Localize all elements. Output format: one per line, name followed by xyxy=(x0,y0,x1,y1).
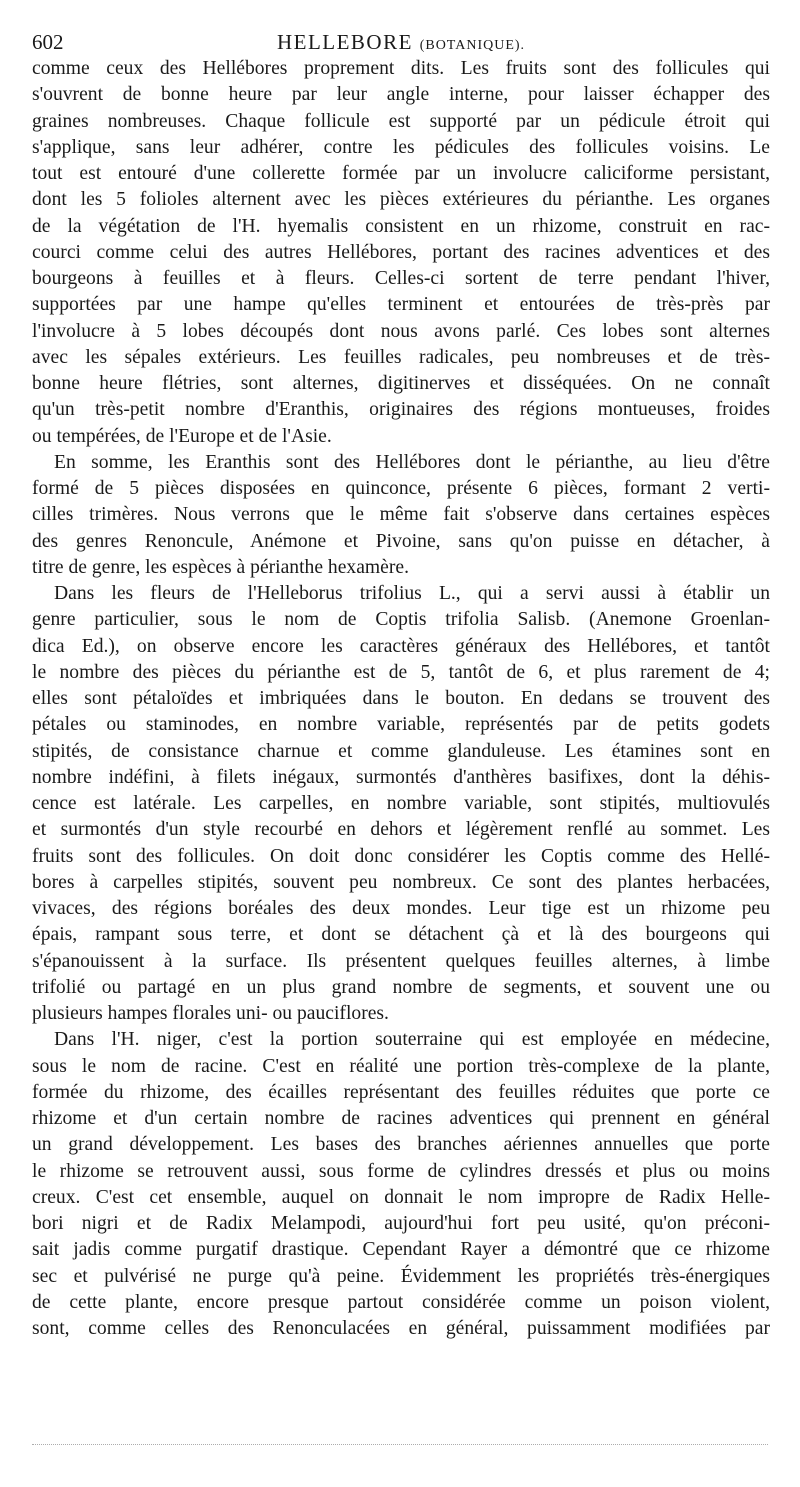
text-line: Dans les fleurs de l'Helleborus trifolius L., qui a servi aussi à établir un xyxy=(54,583,770,604)
text-line: de cette plante, encore presque partout considérée comme un poison violent, xyxy=(32,1291,770,1313)
text-line: Dans l'H. niger, c'est la portion souterraine qui est employée en médecine, xyxy=(54,1029,770,1051)
body-text xyxy=(32,56,770,1342)
text-line: supportées par une hampe qu'elles terminent et entourées de très-près par xyxy=(32,294,770,316)
footer-rule xyxy=(32,1444,768,1445)
running-subtitle: (BOTANIQUE). xyxy=(419,38,526,53)
text-line: bonne heure flétries, sont alternes, digitinerves et disséquées. On ne connaît xyxy=(32,373,770,394)
text-line: formé de 5 pièces disposées en quinconce, présente 6 pièces, formant 2 verti- xyxy=(32,478,770,499)
text-line: s'applique, sans leur adhérer, contre les pédicules des follicules voisins. Le xyxy=(32,136,770,158)
text-line: cilles trimères. Nous verrons que le même fait s'observe dans certaines espèces xyxy=(32,504,770,526)
text-line: des genres Renoncule, Anémone et Pivoine, sans qu'on puisse en détacher, à xyxy=(32,530,770,552)
text-line: sait jadis comme purgatif drastique. Cependant Rayer a démontré que ce rhizome xyxy=(32,1239,770,1261)
text-line: comme ceux des Hellébores proprement dits. Les fruits sont des follicules qui xyxy=(32,58,770,79)
text-line: et surmontés d'un style recourbé en dehors et légèrement renflé au sommet. Les xyxy=(32,819,770,841)
text-line: bourgeons à feuilles et à fleurs. Celles-ci sortent de terre pendant l'hiver, xyxy=(32,268,770,289)
text-line: formée du rhizome, des écailles représentant des feuilles réduites que porte ce xyxy=(32,1081,770,1103)
page-number: 602 xyxy=(32,30,64,54)
text-line: bori nigri et de Radix Melampodi, aujourd'hui fort peu usité, qu'on préconi- xyxy=(32,1213,770,1234)
text-line: nombre indéfini, à filets inégaux, surmontés d'anthères basifixes, dont la déhis- xyxy=(32,766,770,788)
text-line: bores à carpelles stipités, souvent peu nombreux. Ce sont des plantes herbacées, xyxy=(32,871,770,893)
text-line: tout est entouré d'une collerette formée par un involucre caliciforme persistant, xyxy=(32,163,770,184)
text-line: l'involucre à 5 lobes découpés dont nous avons parlé. Ces lobes sont alternes xyxy=(32,320,770,342)
text-line: dont les 5 folioles alternent avec les pièces extérieures du périanthe. Les organes xyxy=(32,189,770,211)
text-line: elles sont pétaloïdes et imbriquées dans le bouton. En dedans se trouvent des xyxy=(32,688,770,709)
text-line: courci comme celui des autres Hellébores, portant des racines adventices et des xyxy=(32,241,770,263)
text-line: fruits sont des follicules. On doit donc considérer les Coptis comme des Hellé- xyxy=(32,845,770,867)
text-line: le nombre des pièces du périanthe est de 5, tantôt de 6, et plus rarement de 4; xyxy=(32,661,770,683)
text-line: s'épanouissent à la surface. Ils présentent quelques feuilles alternes, à limbe xyxy=(32,950,770,972)
text-line: de la végétation de l'H. hyemalis consistent en un rhizome, construit en rac- xyxy=(32,215,770,237)
text-line: sous le nom de racine. C'est en réalité une portion très-complexe de la plante, xyxy=(32,1055,770,1077)
text-line: sec et pulvérisé ne purge qu'à peine. Évidemment les propriétés très-énergiques xyxy=(32,1265,770,1287)
text-line: dica Ed.), on observe encore les caractères généraux des Hellébores, et tantôt xyxy=(32,635,770,657)
page-header xyxy=(32,26,770,56)
text-line: un grand développement. Les bases des branches aériennes annuelles que porte xyxy=(32,1134,770,1156)
text-line: En somme, les Eranthis sont des Hellébores dont le périanthe, au lieu d'être xyxy=(54,451,770,473)
text-line: titre de genre, les espèces à périanthe hexamère. xyxy=(32,556,409,578)
text-line: pétales ou staminodes, en nombre variable, représentés par de petits godets xyxy=(32,714,770,736)
text-line: qu'un très-petit nombre d'Eranthis, originaires des régions montueuses, froides xyxy=(32,399,770,421)
text-line: ou tempérées, de l'Europe et de l'Asie. xyxy=(32,425,332,447)
running-title: HELLEBORE xyxy=(276,30,413,54)
text-line: creux. C'est cet ensemble, auquel on donnait le nom impropre de Radix Helle- xyxy=(32,1186,770,1208)
text-line: genre particulier, sous le nom de Coptis trifolia Salisb. (Anemone Groenlan- xyxy=(32,609,770,631)
text-line: stipités, de consistance charnue et comme glanduleuse. Les étamines sont en xyxy=(32,740,770,762)
running-head xyxy=(32,30,770,55)
text-line: avec les sépales extérieurs. Les feuilles radicales, peu nombreuses et de très- xyxy=(32,346,770,368)
text-line: rhizome et d'un certain nombre de racines adventices qui prennent en général xyxy=(32,1108,770,1129)
text-line: sont, comme celles des Renonculacées en général, puissamment modifiées par xyxy=(32,1318,770,1339)
text-line: plusieurs hampes florales uni- ou pauciflores. xyxy=(32,1003,389,1024)
text-line: s'ouvrent de bonne heure par leur angle interne, pour laisser échapper des xyxy=(32,84,770,106)
text-line: cence est latérale. Les carpelles, en nombre variable, sont stipités, multiovulés xyxy=(32,793,770,814)
text-line: épais, rampant sous terre, et dont se détachent çà et là des bourgeons qui xyxy=(32,924,770,946)
text-line: trifolié ou partagé en un plus grand nombre de segments, et souvent une ou xyxy=(32,976,770,998)
text-line: le rhizome se retrouvent aussi, sous forme de cylindres dressés et plus ou moins xyxy=(32,1160,770,1182)
text-line: graines nombreuses. Chaque follicule est supporté par un pédicule étroit qui xyxy=(32,110,770,132)
book-page xyxy=(32,26,770,1342)
text-line: vivaces, des régions boréales des deux mondes. Leur tige est un rhizome peu xyxy=(32,898,770,919)
